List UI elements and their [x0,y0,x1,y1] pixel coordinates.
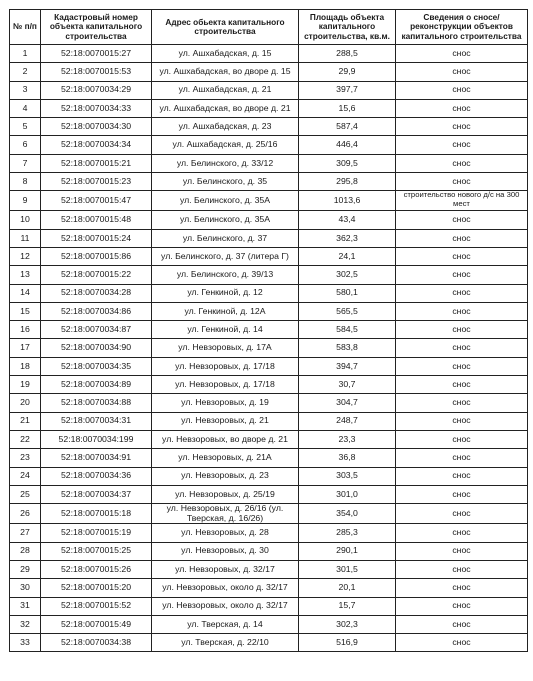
cell-address: ул. Невзоровых, д. 25/19 [152,485,299,503]
cell-info: снос [396,247,528,265]
cell-num: 10 [10,211,41,229]
table-row [10,504,528,524]
cell-address: ул. Ашхабадская, д. 25/16 [152,136,299,154]
cell-area: 304,7 [299,394,396,412]
cell-cadastral: 52:18:0070015:25 [41,542,152,560]
cell-cadastral: 52:18:0070034:33 [41,99,152,117]
cell-area: 43,4 [299,211,396,229]
cell-num: 19 [10,376,41,394]
cell-num: 14 [10,284,41,302]
cell-num: 2 [10,63,41,81]
cell-num: 30 [10,579,41,597]
cell-cadastral: 52:18:0070034:87 [41,321,152,339]
cell-cadastral: 52:18:0070034:88 [41,394,152,412]
cell-cadastral: 52:18:0070015:49 [41,615,152,633]
cell-cadastral: 52:18:0070015:47 [41,191,152,211]
table-row [10,45,528,63]
cell-cadastral: 52:18:0070015:20 [41,579,152,597]
cell-info: снос [396,597,528,615]
cell-num: 33 [10,634,41,652]
cell-info: снос [396,321,528,339]
cell-area: 15,7 [299,597,396,615]
table-row [10,302,528,320]
cell-num: 20 [10,394,41,412]
cell-cadastral: 52:18:0070015:23 [41,173,152,191]
cell-num: 12 [10,247,41,265]
cell-num: 3 [10,81,41,99]
cell-address: ул. Невзоровых, д. 26/16 (ул. Тверская, д. 16/26) [152,504,299,524]
cell-info: снос [396,376,528,394]
cell-cadastral: 52:18:0070015:18 [41,504,152,524]
cell-address: ул. Белинского, д. 35А [152,191,299,211]
table-row [10,597,528,615]
cell-cadastral: 52:18:0070034:30 [41,118,152,136]
cell-num: 15 [10,302,41,320]
cell-area: 301,5 [299,560,396,578]
cell-cadastral: 52:18:0070015:52 [41,597,152,615]
cell-address: ул. Ашхабадская, во дворе д. 15 [152,63,299,81]
cell-address: ул. Ашхабадская, во дворе д. 21 [152,99,299,117]
table-row [10,412,528,430]
cell-num: 26 [10,504,41,524]
cell-cadastral: 52:18:0070015:24 [41,229,152,247]
table-row [10,266,528,284]
cell-cadastral: 52:18:0070034:36 [41,467,152,485]
table-row [10,284,528,302]
table-row [10,173,528,191]
cell-area: 290,1 [299,542,396,560]
cell-area: 301,0 [299,485,396,503]
header-area: Площадь объекта капитального строительства, кв.м. [299,10,396,45]
cell-area: 354,0 [299,504,396,524]
cell-cadastral: 52:18:0070015:21 [41,154,152,172]
cell-num: 7 [10,154,41,172]
cell-num: 6 [10,136,41,154]
cell-address: ул. Невзоровых, д. 21 [152,412,299,430]
cell-address: ул. Ашхабадская, д. 15 [152,45,299,63]
table-row [10,339,528,357]
cell-area: 587,4 [299,118,396,136]
cell-area: 288,5 [299,45,396,63]
cell-info: снос [396,485,528,503]
cell-address: ул. Белинского, д. 35 [152,173,299,191]
cell-num: 16 [10,321,41,339]
cell-area: 30,7 [299,376,396,394]
table-row [10,118,528,136]
cell-address: ул. Невзоровых, д. 19 [152,394,299,412]
cell-cadastral: 52:18:0070015:53 [41,63,152,81]
cell-address: ул. Ашхабадская, д. 21 [152,81,299,99]
cell-area: 15,6 [299,99,396,117]
cell-address: ул. Генкиной, д. 12А [152,302,299,320]
cell-address: ул. Невзоровых, д. 30 [152,542,299,560]
cell-cadastral: 52:18:0070015:86 [41,247,152,265]
cell-area: 584,5 [299,321,396,339]
cell-address: ул. Белинского, д. 39/13 [152,266,299,284]
cell-cadastral: 52:18:0070034:89 [41,376,152,394]
table-row [10,430,528,448]
cell-num: 27 [10,524,41,542]
cell-info: снос [396,542,528,560]
cell-info: снос [396,45,528,63]
cell-area: 580,1 [299,284,396,302]
cell-info: снос [396,339,528,357]
cell-info: строительство нового д/с на 300 мест [396,191,528,211]
cell-cadastral: 52:18:0070015:22 [41,266,152,284]
cell-area: 394,7 [299,357,396,375]
table-row [10,229,528,247]
cell-address: ул. Невзоровых, д. 17/18 [152,357,299,375]
header-info: Сведения о сносе/ реконструкции объектов капитального строительства [396,10,528,45]
cell-address: ул. Невзоровых, около д. 32/17 [152,579,299,597]
table-body [10,45,528,652]
cell-area: 362,3 [299,229,396,247]
table-row [10,634,528,652]
cell-address: ул. Ашхабадская, д. 23 [152,118,299,136]
cell-area: 285,3 [299,524,396,542]
cell-num: 9 [10,191,41,211]
cell-info: снос [396,154,528,172]
cell-num: 5 [10,118,41,136]
cell-num: 23 [10,449,41,467]
cell-area: 24,1 [299,247,396,265]
cell-num: 4 [10,99,41,117]
cell-cadastral: 52:18:0070034:28 [41,284,152,302]
cell-cadastral: 52:18:0070034:38 [41,634,152,652]
table-row [10,394,528,412]
cell-address: ул. Белинского, д. 35А [152,211,299,229]
cell-address: ул. Невзоровых, д. 21А [152,449,299,467]
table-row [10,376,528,394]
table-row [10,191,528,211]
cell-num: 31 [10,597,41,615]
header-cadastral: Кадастровый номер объекта капитального строительства [41,10,152,45]
cell-address: ул. Белинского, д. 33/12 [152,154,299,172]
cell-cadastral: 52:18:0070034:37 [41,485,152,503]
cell-area: 248,7 [299,412,396,430]
cell-cadastral: 52:18:0070015:19 [41,524,152,542]
cell-area: 565,5 [299,302,396,320]
table-row [10,357,528,375]
cell-area: 23,3 [299,430,396,448]
cell-area: 309,5 [299,154,396,172]
cell-address: ул. Невзоровых, во дворе д. 21 [152,430,299,448]
cell-area: 446,4 [299,136,396,154]
table-row [10,524,528,542]
cell-area: 303,5 [299,467,396,485]
cell-area: 583,8 [299,339,396,357]
cell-area: 397,7 [299,81,396,99]
cell-address: ул. Невзоровых, д. 17А [152,339,299,357]
cell-address: ул. Невзоровых, д. 23 [152,467,299,485]
cell-info: снос [396,467,528,485]
cell-info: снос [396,560,528,578]
cell-num: 13 [10,266,41,284]
cell-info: снос [396,63,528,81]
cell-info: снос [396,118,528,136]
table-header [10,10,528,45]
cell-info: снос [396,504,528,524]
cell-info: снос [396,449,528,467]
table-row [10,211,528,229]
cell-num: 18 [10,357,41,375]
demolition-objects-table [9,9,528,652]
cell-area: 295,8 [299,173,396,191]
cell-address: ул. Невзоровых, около д. 32/17 [152,597,299,615]
cell-area: 302,3 [299,615,396,633]
cell-area: 516,9 [299,634,396,652]
cell-num: 24 [10,467,41,485]
cell-area: 36,8 [299,449,396,467]
table-row [10,321,528,339]
cell-area: 302,5 [299,266,396,284]
table-row [10,579,528,597]
cell-num: 32 [10,615,41,633]
cell-info: снос [396,634,528,652]
cell-cadastral: 52:18:0070034:91 [41,449,152,467]
cell-info: снос [396,357,528,375]
cell-info: снос [396,173,528,191]
cell-cadastral: 52:18:0070034:34 [41,136,152,154]
cell-address: ул. Белинского, д. 37 (литера Г) [152,247,299,265]
cell-info: снос [396,412,528,430]
table-row [10,154,528,172]
cell-num: 25 [10,485,41,503]
cell-num: 1 [10,45,41,63]
cell-address: ул. Генкиной, д. 12 [152,284,299,302]
header-num: № п/п [10,10,41,45]
cell-info: снос [396,229,528,247]
cell-info: снос [396,81,528,99]
cell-num: 17 [10,339,41,357]
cell-address: ул. Белинского, д. 37 [152,229,299,247]
cell-info: снос [396,615,528,633]
table-row [10,247,528,265]
table-row [10,467,528,485]
table-row [10,560,528,578]
cell-info: снос [396,266,528,284]
cell-address: ул. Тверская, д. 22/10 [152,634,299,652]
table-row [10,615,528,633]
cell-cadastral: 52:18:0070015:26 [41,560,152,578]
cell-num: 29 [10,560,41,578]
table-row [10,81,528,99]
table-row [10,63,528,81]
cell-cadastral: 52:18:0070034:29 [41,81,152,99]
cell-num: 8 [10,173,41,191]
cell-address: ул. Тверская, д. 14 [152,615,299,633]
cell-info: снос [396,136,528,154]
cell-info: снос [396,394,528,412]
table-row [10,542,528,560]
cell-area: 1013,6 [299,191,396,211]
cell-address: ул. Невзоровых, д. 32/17 [152,560,299,578]
cell-info: снос [396,302,528,320]
table-row [10,449,528,467]
document-sheet [9,9,528,652]
table-row [10,136,528,154]
header-address: Адрес обьекта капитального строительства [152,10,299,45]
cell-cadastral: 52:18:0070034:31 [41,412,152,430]
cell-info: снос [396,211,528,229]
cell-address: ул. Невзоровых, д. 28 [152,524,299,542]
cell-address: ул. Невзоровых, д. 17/18 [152,376,299,394]
cell-num: 28 [10,542,41,560]
cell-cadastral: 52:18:0070034:199 [41,430,152,448]
cell-info: снос [396,284,528,302]
cell-cadastral: 52:18:0070034:86 [41,302,152,320]
cell-cadastral: 52:18:0070034:35 [41,357,152,375]
cell-cadastral: 52:18:0070034:90 [41,339,152,357]
cell-area: 29,9 [299,63,396,81]
cell-num: 21 [10,412,41,430]
cell-info: снос [396,99,528,117]
cell-address: ул. Генкиной, д. 14 [152,321,299,339]
cell-cadastral: 52:18:0070015:48 [41,211,152,229]
table-row [10,99,528,117]
cell-num: 22 [10,430,41,448]
cell-info: снос [396,430,528,448]
header-row [10,10,528,45]
cell-area: 20,1 [299,579,396,597]
cell-num: 11 [10,229,41,247]
cell-info: снос [396,579,528,597]
cell-info: снос [396,524,528,542]
cell-cadastral: 52:18:0070015:27 [41,45,152,63]
table-row [10,485,528,503]
